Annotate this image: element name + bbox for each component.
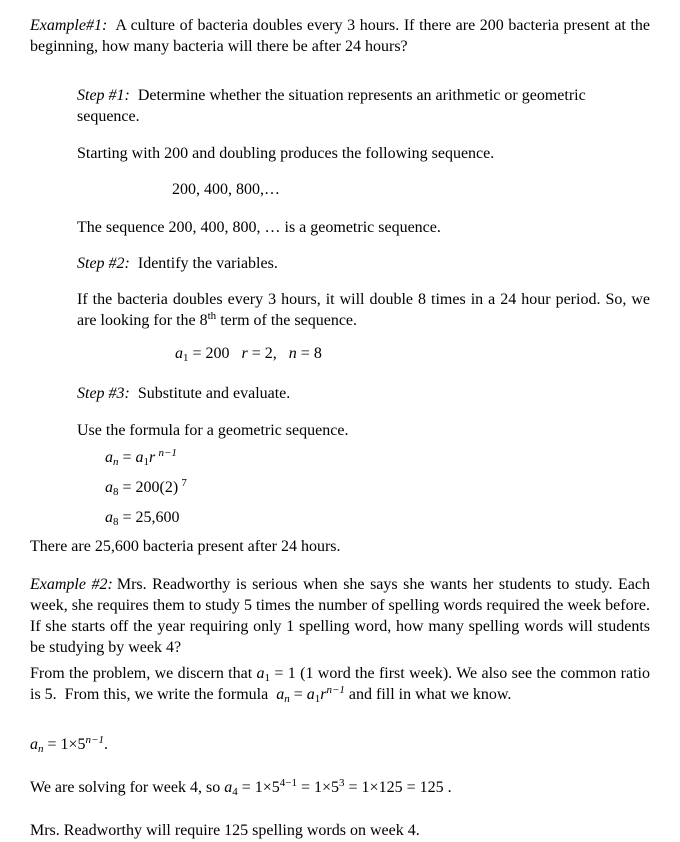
use-formula-sentence: Use the formula for a geometric sequence. <box>77 422 349 439</box>
starting-sentence: Starting with 200 and doubling produces the following sequence. <box>77 145 495 162</box>
sequence-display: 200, 400, 800,… <box>172 181 280 198</box>
bacteria-detail-paragraph: If the bacteria doubles every 3 hours, it will double 8 times in a 24 hour period. So, we are looking for the 8th term of the sequence. <box>77 291 650 329</box>
sequence-statement: The sequence 200, 400, 800, … is a geometric sequence. <box>77 219 441 236</box>
step3-text: Substitute and evaluate. <box>137 385 291 402</box>
step2-paragraph <box>77 253 650 274</box>
example1-paragraph <box>30 15 650 57</box>
example1-label: Example#1: <box>30 17 108 34</box>
an-formula-line: $a_n = 1\times 5^{n-1}$. <box>30 734 108 755</box>
example2-text: Mrs. Readworthy is serious when she says she wants her students to study. Each week, she requires them to study 5 times the number of spelling words required the week before. If she starts off the year requiring only 1 spelling word, how many spelling words will students be studying by week 4? <box>30 576 651 656</box>
from-problem-paragraph: From the problem, we discern that $a_1 = 1$ (1 word the first week). We also see the common ratio is 5. From this, we write the formula $a_n = a_1r^{n-1}$ and fill in what we know. <box>30 665 650 705</box>
step2-text: Identify the variables. <box>137 255 278 272</box>
formula-line-result: $a_8 = 25,600$ <box>105 509 180 528</box>
variables-math-line: $a_1 = 200$ r = 2, n = 8 <box>175 345 322 364</box>
example2-label: Example #2: <box>30 576 113 593</box>
step2-label: Step #2: <box>77 255 130 272</box>
step3-paragraph <box>77 383 650 404</box>
formula-line-substituted: $a_8 = 200(2)$ $^7$ <box>105 477 187 498</box>
formula-line-general: $a_n = a_1r$ $^{n-1}$ <box>105 447 177 468</box>
step1-paragraph <box>77 85 650 127</box>
step3-label: Step #3: <box>77 385 130 402</box>
example2-paragraph <box>30 574 650 658</box>
step1-label: Step #1: <box>77 87 130 104</box>
bacteria-conclusion: There are 25,600 bacteria present after 24 hours. <box>30 538 341 555</box>
step1-text: Determine whether the situation represents an arithmetic or geometric sequence. <box>77 87 586 125</box>
final-conclusion: Mrs. Readworthy will require 125 spelling words on week 4. <box>30 822 420 839</box>
example1-text: A culture of bacteria doubles every 3 hours. If there are 200 bacteria present at the beginning, how many bacteria will there be after 24 hours? <box>30 17 650 55</box>
solving-line: We are solving for week 4, so $a_4 = 1\times 5^{4-1} = 1\times 5^3 = 1\times 125 = 125$ . <box>30 777 452 798</box>
